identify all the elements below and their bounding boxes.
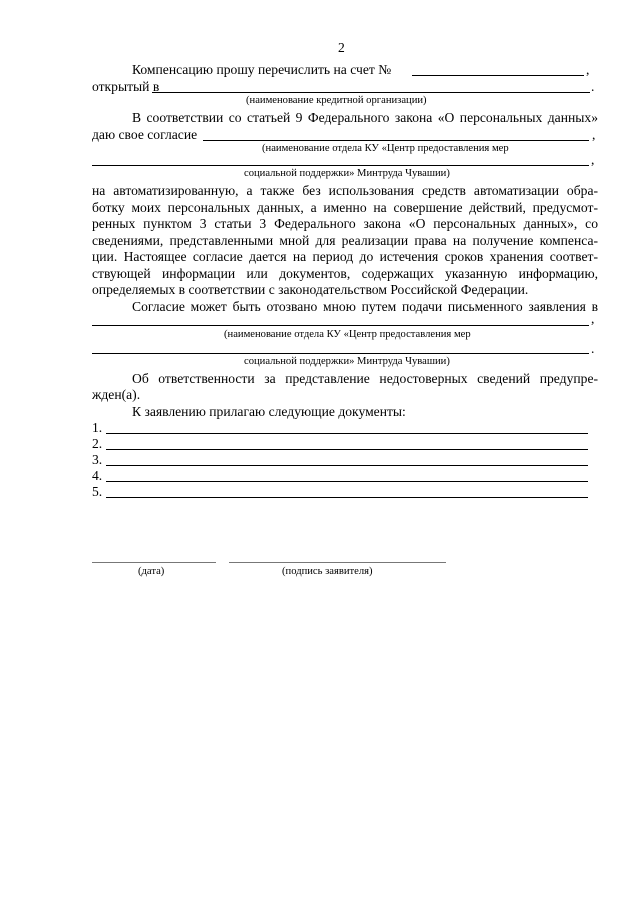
responsibility-line-1: Об ответственности за представление недостоверных сведений предупре- [132,371,598,386]
document-item-3-number: 3. [92,452,103,467]
consent-body-line-2: ботку моих персональных данных, а именно на совершение действий, предусмот- [92,200,598,215]
document-item-3-field[interactable] [106,465,588,466]
opened-label: открытый в [92,79,160,94]
center-caption-1: (наименование отдела КУ «Центр предоставления мер [262,143,509,154]
document-item-5-field[interactable] [106,497,588,498]
opened-line-end: . [591,79,595,94]
document-item-5-number: 5. [92,484,103,499]
consent-body-line-1: на автоматизированную, а также без использования средств автоматизации обра- [92,183,598,198]
center-caption-4: социальной поддержки» Минтруда Чувашии) [244,356,450,367]
bank-name-field[interactable] [152,92,590,93]
consent-body-line-6: ствующей информации или документов, содержащих указанную информацию, [92,266,598,281]
account-label: Компенсацию прошу перечислить на счет № [132,62,392,77]
page-number: 2 [338,40,345,55]
bank-caption: (наименование кредитной организации) [246,95,427,106]
consent-intro-line1: В соответствии со статьей 9 Федерального закона «О персональных данных» [132,110,598,125]
consent-body-line-5: ции. Настоящее согласие дается на период до истечения сроков хранения соответ- [92,249,598,264]
document-item-2-field[interactable] [106,449,588,450]
document-item-4-number: 4. [92,468,103,483]
center-caption-3: (наименование отдела КУ «Центр предоставления мер [224,329,471,340]
revoke-end: , [591,311,595,326]
consent-intro-line2: даю свое согласие [92,127,198,142]
document-item-2-number: 2. [92,436,103,451]
document-item-4-field[interactable] [106,481,588,482]
consent-department-field-2[interactable] [92,165,589,166]
revoke-department-field-2[interactable] [92,353,589,354]
center-caption-3-end: . [591,341,595,356]
center-caption-1-end: , [591,152,595,167]
responsibility-line-2: жден(а). [92,387,141,402]
date-caption: (дата) [138,566,165,577]
signature-field[interactable] [229,562,446,563]
consent-department-field-1[interactable] [203,140,589,141]
signature-caption: (подпись заявителя) [282,566,373,577]
account-line-end: , [586,62,590,77]
date-field[interactable] [92,562,216,563]
center-caption-2: социальной поддержки» Минтруда Чувашии) [244,168,450,179]
consent-intro-end: , [592,127,596,142]
consent-body-line-4: сведениями, представленными мной для реализации права на получение компенса- [92,233,598,248]
documents-heading: К заявлению прилагаю следующие документы: [132,404,406,419]
consent-body-line-3: ренных пунктом 3 статьи 3 Федерального закона «О персональных данных», со [92,216,598,231]
document-item-1-number: 1. [92,420,103,435]
document-item-1-field[interactable] [106,433,588,434]
account-number-field[interactable] [412,75,584,76]
revoke-line: Согласие может быть отозвано мною путем подачи письменного заявления в [132,299,598,314]
revoke-department-field-1[interactable] [92,325,589,326]
consent-body-line-7: определяемых в соответствии с законодательством Российской Федерации. [92,282,529,297]
